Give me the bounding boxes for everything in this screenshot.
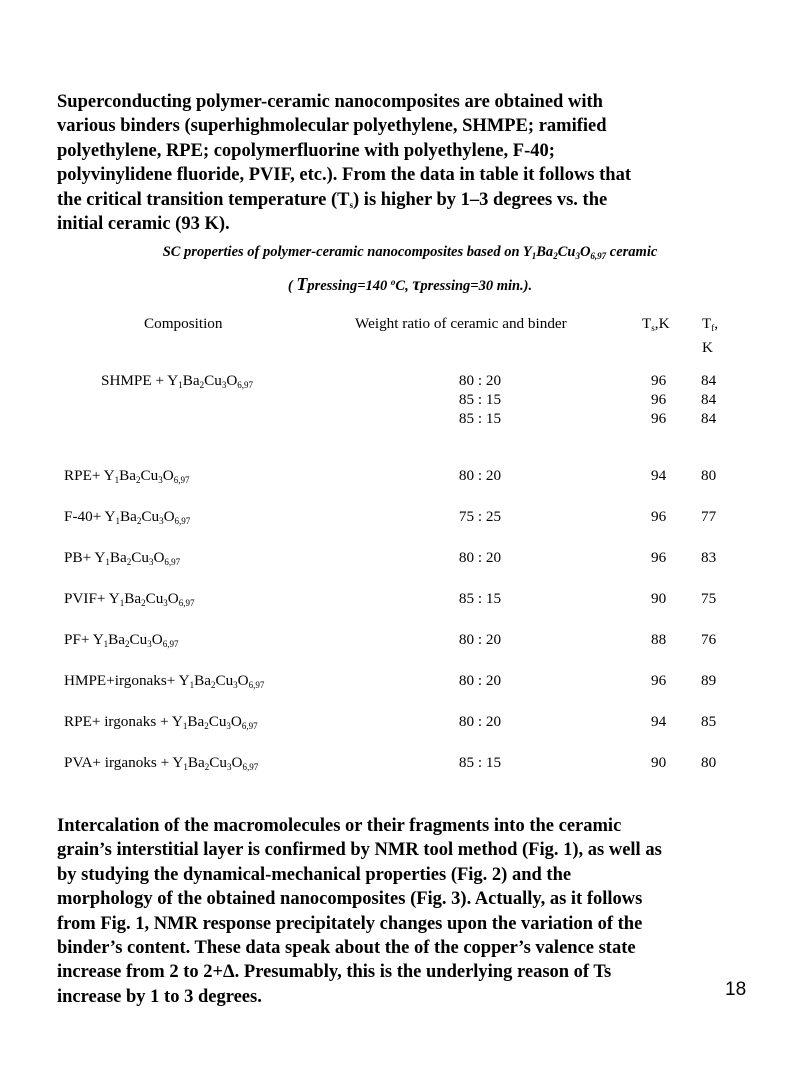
ts-cell: 96: [651, 372, 667, 389]
table-row: [64, 712, 258, 731]
tf-cell: 89: [701, 672, 717, 689]
outro-line: grain’s interstitial layer is confirmed by NMR tool method (Fig. 1), as well as: [57, 840, 662, 861]
outro-line: morphology of the obtained nanocomposites (Fig. 3). Actually, as it follows: [57, 889, 643, 910]
tf-cell: 75: [701, 590, 717, 607]
table-row: [64, 507, 190, 526]
formula: $Y_1Ba_2Cu_3O_{6,97}$: [94, 549, 181, 567]
ts-text: T: [642, 315, 652, 332]
caption-text: (: [287, 278, 297, 294]
ts-cell: 88: [651, 631, 667, 648]
tf-text: T: [702, 315, 712, 332]
degree-sign: o: [390, 277, 396, 287]
caption-sub: 2: [553, 251, 558, 261]
ts-cell: 94: [651, 713, 667, 730]
formula: $Y_1Ba_2Cu_3O_{6,97}$: [104, 508, 191, 526]
tf-cell: 84: [701, 391, 717, 408]
ts-cell: 96: [651, 508, 667, 525]
composition-prefix: F-40+: [64, 508, 105, 525]
caption-sub: 3: [575, 251, 580, 261]
intro-text: the critical transition temperature (T: [57, 189, 350, 210]
table-row: [64, 548, 180, 567]
intro-line: polyethylene, RPE; copolymerfluorine with polyethylene, F-40;: [57, 140, 555, 161]
caption-text: Ba: [536, 244, 554, 260]
tf-cell: 77: [701, 508, 717, 525]
caption-text: pressing=140: [307, 278, 391, 294]
outro-paragraph: [57, 814, 757, 1009]
ratio-cell: 80 : 20: [458, 372, 502, 389]
caption-text: O: [579, 244, 591, 260]
formula: $Y_1Ba_2Cu_3O_{6,97}$: [92, 631, 179, 649]
composition-prefix: SHMPE +: [101, 372, 168, 389]
ratio-cell: 80 : 20: [458, 549, 502, 566]
ts-cell: 94: [651, 467, 667, 484]
tf-cell: 80: [701, 754, 717, 771]
header-composition: Composition: [144, 315, 223, 332]
intro-text: ) is higher by 1–3 degrees vs. the: [353, 189, 608, 210]
caption-sub: 1: [531, 251, 537, 261]
formula: $Y_1Ba_2Cu_3O_{6,97}$: [167, 372, 254, 390]
header-ts: [642, 314, 670, 333]
ts-subscript: s: [349, 199, 354, 210]
ratio-cell: 85 : 15: [458, 590, 502, 607]
table-caption-conditions: [40, 274, 780, 295]
composition-prefix: RPE+: [64, 467, 104, 484]
composition-prefix: RPE+ irgonaks +: [64, 713, 172, 730]
composition-prefix: PF+: [64, 631, 93, 648]
tf-cell: 85: [701, 713, 717, 730]
table-row: [64, 753, 258, 772]
ts-sub: s: [651, 323, 655, 333]
intro-line: polyvinylidene fluoride, PVIF, etc.). From the data in table it follows that: [57, 165, 631, 186]
tf-cell: 84: [701, 372, 717, 389]
t-symbol: T: [296, 274, 308, 294]
caption-sub: 6,97: [590, 251, 607, 261]
page-number: 18: [725, 979, 747, 1000]
table-row: [64, 671, 264, 690]
ts-cell: 96: [651, 549, 667, 566]
ts-unit: ,K: [654, 315, 670, 332]
ratio-cell: 85 : 15: [458, 391, 502, 408]
ts-cell: 96: [651, 672, 667, 689]
intro-line: initial ceramic (93 K).: [57, 214, 230, 235]
tf-cell: 76: [701, 631, 717, 648]
header-weight-ratio: Weight ratio of ceramic and binder: [355, 315, 567, 332]
composition-prefix: PVA+ irganoks +: [64, 754, 173, 771]
tf-cell: 84: [701, 410, 717, 427]
table-row: [64, 466, 189, 485]
formula: $Y_1Ba_2Cu_3O_{6,97}$: [171, 713, 258, 731]
caption-text: Cu: [557, 244, 576, 260]
caption-text: ceramic: [606, 244, 658, 260]
ratio-cell: 80 : 20: [458, 713, 502, 730]
ts-cell: 90: [651, 590, 667, 607]
ratio-cell: 85 : 15: [458, 754, 502, 771]
outro-line: increase by 1 to 3 degrees.: [57, 986, 262, 1007]
intro-paragraph: [57, 90, 757, 236]
ts-cell: 90: [651, 754, 667, 771]
formula: $Y_1Ba_2Cu_3O_{6,97}$: [178, 672, 265, 690]
outro-line: increase from 2 to 2+Δ. Presumably, this is the underlying reason of Ts: [57, 962, 612, 983]
intro-line: Superconducting polymer-ceramic nanocomposites are obtained with: [57, 92, 603, 112]
header-tf-unit: K: [702, 339, 713, 356]
ratio-cell: 75 : 25: [458, 508, 502, 525]
table-row: [64, 589, 195, 608]
composition-prefix: PVIF+: [64, 590, 109, 607]
ratio-cell: 80 : 20: [458, 467, 502, 484]
intro-line: [57, 188, 757, 212]
ts-cell: 96: [651, 410, 667, 427]
ratio-cell: 85 : 15: [458, 410, 502, 427]
outro-line: binder’s content. These data speak about the of the copper’s valence state: [57, 938, 636, 959]
table-caption: [40, 244, 780, 261]
tf-cell: 80: [701, 467, 717, 484]
tf-sub: f: [711, 323, 715, 333]
table-row: [64, 630, 179, 649]
formula: $Y_1Ba_2Cu_3O_{6,97}$: [108, 590, 195, 608]
ratio-cell: 80 : 20: [458, 631, 502, 648]
composition-prefix: HMPE+irgonaks+: [64, 672, 179, 689]
header-tf: [702, 314, 718, 333]
intro-line: various binders (superhighmolecular polyethylene, SHMPE; ramified: [57, 116, 607, 137]
caption-text: pressing=30 min.).: [420, 278, 533, 294]
table-row: [101, 371, 253, 390]
composition-prefix: PB+: [64, 549, 95, 566]
ratio-cell: 80 : 20: [458, 672, 502, 689]
tf-comma: ,: [714, 315, 719, 332]
outro-line: Intercalation of the macromolecules or their fragments into the ceramic: [57, 816, 622, 836]
caption-text: SC properties of polymer-ceramic nanocomposites based on Y: [162, 244, 532, 260]
formula: $Y_1Ba_2Cu_3O_{6,97}$: [103, 467, 190, 485]
tau-symbol: τ: [412, 274, 421, 294]
formula: $Y_1Ba_2Cu_3O_{6,97}$: [172, 754, 259, 772]
ts-cell: 96: [651, 391, 667, 408]
tf-cell: 83: [701, 549, 717, 566]
outro-line: from Fig. 1, NMR response precipitately changes upon the variation of the: [57, 913, 643, 934]
outro-line: by studying the dynamical-mechanical properties (Fig. 2) and the: [57, 864, 572, 885]
caption-text: C,: [395, 278, 413, 294]
